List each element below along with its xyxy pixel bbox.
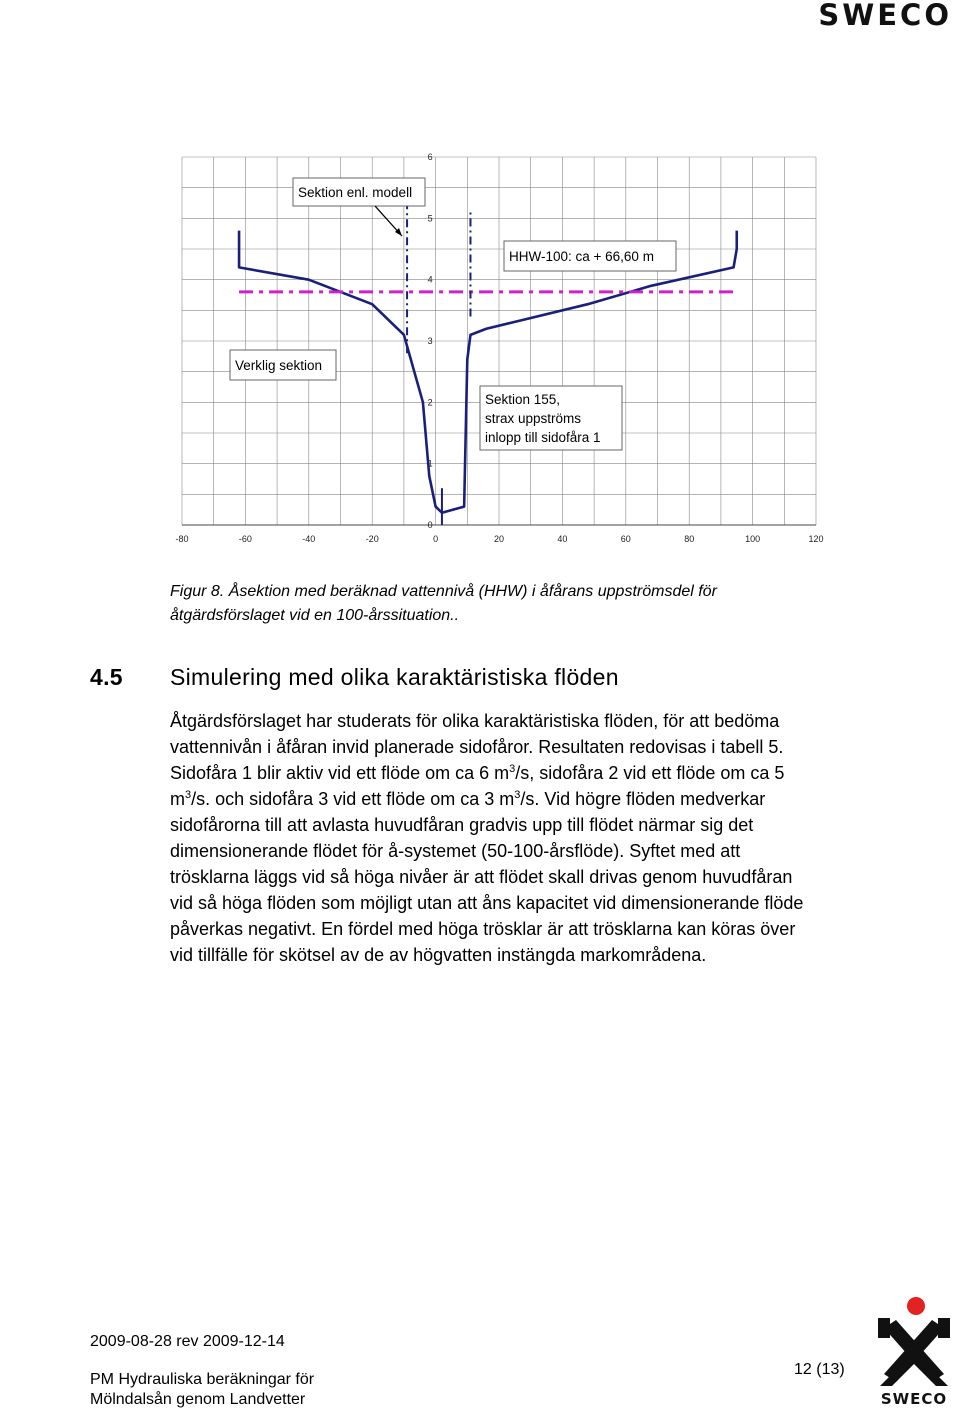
logo-red-dot [907,1297,925,1315]
annotation-verklig-text: Verklig sektion [235,358,323,373]
annotation-sektion155-line3: inlopp till sidofåra 1 [485,430,601,445]
body-part-1: Åtgärdsförslaget har studerats för olika karaktäristiska flöden, för att bedöma vattennivån i åfåran invid planerade sidofåror. Resultaten redovisas i tabell 5. Sidofåra 1 blir aktiv vid ett flöde om ca 6 m [170,711,784,783]
x-tick-label: -80 [175,534,189,544]
cross-section-chart [170,152,828,554]
superscript: 3 [509,763,516,775]
logo-text: SWECO [880,1390,948,1408]
body-part-4: /s. Vid högre flöden medverkar sidofårorna till att avlasta huvudfåran gradvis upp till flödet närmar sig det dimensionerande flödet för å-systemet (50-100-årsflöde). Syftet med att trösklarna läggs vid så höga nivåer är att flödet skall drivas genom huvudfåran vid så höga flöden som möjligt utan att åns kapacitet vid dimensionerande flöde påverkas negativt. En fördel med höga trösklar är att trösklarna kan köras över vid tillfälle för skötsel av de av högvatten instängda markområdena. [170,789,804,965]
y-tick-label: 4 [427,274,433,285]
annotation-sektion155-line2: strax uppströms [485,411,582,426]
body-paragraph [170,708,810,968]
section-heading [90,664,619,691]
x-tick-label: -40 [302,534,316,544]
y-tick-label: 0 [427,520,433,530]
x-tick-label: 120 [808,534,824,544]
caption-line-2: åtgärdsförslaget vid en 100-årssituation.. [170,607,460,624]
superscript: 3 [514,789,521,801]
y-tick-label: 1 [427,458,433,469]
annotation-sektion-modell-text: Sektion enl. modell [298,185,413,200]
footer-title-line-2: Mölndalsån genom Landvetter [90,1391,306,1408]
annotation-verklig [230,350,336,380]
caption-line-1: Figur 8. Åsektion med beräknad vattennivå (HHW) i åfårans uppströmsdel för [170,583,717,600]
x-tick-label: 60 [620,534,631,544]
grid [182,157,816,525]
annotation-sektion155 [480,386,622,450]
x-tick-label: -60 [238,534,252,544]
body-part-3: /s. och sidofåra 3 vid ett flöde om ca 3 m [191,789,515,809]
y-tick-label: 5 [427,213,433,224]
cross-section-figure [170,152,828,554]
footer-title [90,1370,314,1410]
page-number: 12 (13) [794,1361,845,1378]
annotation-hhw-text: HHW-100: ca + 66,60 m [509,249,654,264]
x-tick-label: 100 [745,534,761,544]
annotation-hhw [504,241,676,271]
body-part-2: /s, sidofåra 2 vid ett flöde om ca 5 m [170,763,785,809]
footer-title-line-1: PM Hydrauliska beräkningar för [90,1371,315,1388]
x-tick-label: 0 [433,534,439,544]
annotation-sektion155-line1: Sektion 155, [485,392,561,407]
x-tick-label: -20 [365,534,379,544]
x-tick-label: 20 [493,534,505,544]
sweco-logo-top: SWECO [818,0,952,32]
y-tick-label: 6 [427,152,433,162]
x-tick-label: 80 [684,534,695,544]
section-title: Simulering med olika karaktäristiska flöden [170,664,619,690]
footer-date: 2009-08-28 rev 2009-12-14 [90,1333,285,1350]
x-tick-label: 40 [557,534,568,544]
y-tick-label: 2 [427,397,433,408]
sweco-logo-bottom [874,1296,954,1408]
section-number: 4.5 [90,664,123,690]
figure-caption [170,580,870,628]
y-tick-label: 3 [427,336,433,346]
superscript: 3 [185,789,192,801]
